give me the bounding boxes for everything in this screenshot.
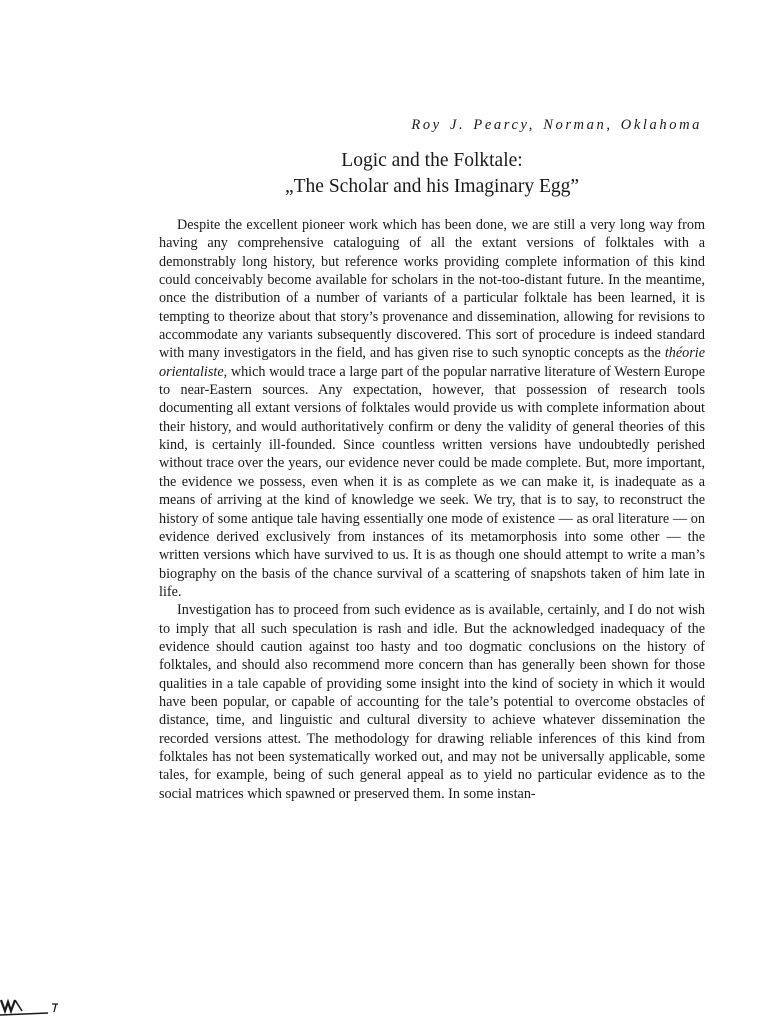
title-line-1: Logic and the Folktale: [341,150,523,171]
title-line-2: „The Scholar and his Imaginary Egg” [284,176,580,197]
author-line: Roy J. Pearcy, Norman, Oklahoma [411,117,702,133]
paragraph-1-italic-term: théorie orientaliste [159,345,705,380]
article-title [158,148,706,200]
article-body [159,216,705,803]
paragraph-1 [159,216,705,601]
scan-corner-mark-icon [0,996,64,1018]
paragraph-1-part-b: , which would trace a large part of the popular narrative literature of Western Europe to near-Eastern sources. Any expectation, however, that possession of research tools documenting all extant versions of folktales would provide us with complete information about their history, and would authoritatively confirm or deny the validity of general theories of this kind, is certainly ill-founded. Since countless written versions have undoubtedly perished without trace over the years, our evidence never could be made complete. But, more important, the evidence we possess, even when it is as complete as we can make it, is inadequate as a means of arriving at the kind of knowledge we seek. We try, that is to say, to reconstruct the history of some antique tale having essentially one mode of existence — as oral literature — on evidence derived exclusively from instances of its metamorphosis into some other — the written versions which have survived to us. It is as though one should attempt to write a man’s biography on the basis of the chance survival of a scattering of snapshots taken of him late in life. [159,363,705,600]
paragraph-2: Investigation has to proceed from such evidence as is available, certainly, and I do not wish to imply that all such speculation is rash and idle. But the acknowledged inadequacy of the evidence should caution against too hasty and too dogmatic conclusions on the history of folktales, and should also recommend more concern than has generally been shown for those qualities in a tale capable of providing some insight into the kind of society in which it would have been popular, or capable of accounting for the tale’s potential to overcome obstacles of distance, time, and linguistic and cultural diversity to achieve whatever dissemination the recorded versions attest. The methodology for drawing reliable inferences of this kind from folktales has not been systematically worked out, and may not be universally applicable, some tales, for example, being of such general appeal as to yield no particular evidence as to the social matrices which spawned or preserved them. In some instan- [159,602,705,802]
paragraph-1-part-a: Despite the excellent pioneer work which has been done, we are still a very long way from having any comprehensive cataloguing of all the extant versions of folktales with a demonstrably long history, but reference works providing complete information of this kind could conceivably become available for scholars in the not-too-distant future. In the meantime, once the distribution of a number of variants of a particular folktale has been learned, it is tempting to theorize about that story’s provenance and dissemination, allowing for revisions to accommodate any variants subsequently discovered. This sort of procedure is indeed standard with many investigators in the field, and has given rise to such synoptic concepts as the [159,217,705,362]
